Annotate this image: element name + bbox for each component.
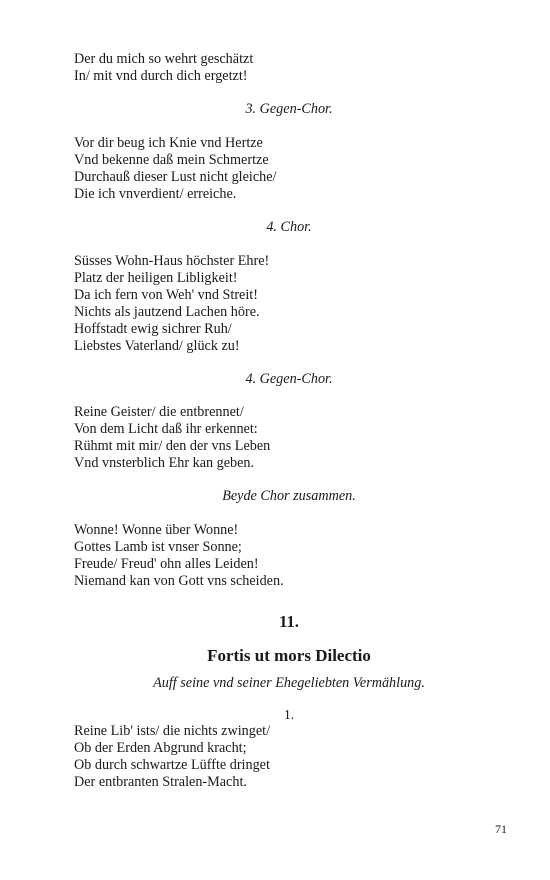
- verse-line: In/ mit vnd durch dich ergetzt!: [74, 68, 248, 84]
- verse-line: Ob der Erden Abgrund kracht;: [74, 740, 247, 756]
- verse-line: Nichts als jautzend Lachen höre.: [74, 304, 260, 320]
- heading-4-chor: 4. Chor.: [266, 219, 312, 235]
- verse-line: Die ich vnverdient/ erreiche.: [74, 186, 237, 202]
- verse-line: Gottes Lamb ist vnser Sonne;: [74, 539, 242, 555]
- verse-line: Reine Lib' ists/ die nichts zwinget/: [74, 723, 271, 739]
- verse-line: Platz der heiligen Libligkeit!: [74, 270, 238, 286]
- verse-line: Vor dir beug ich Knie vnd Hertze: [74, 135, 263, 151]
- verse-line: Niemand kan von Gott vns scheiden.: [74, 573, 284, 589]
- stanza-number: 1.: [283, 707, 295, 722]
- verse-line: Ob durch schwartze Lüffte dringet: [74, 757, 270, 773]
- verse-line: Durchauß dieser Lust nicht gleiche/: [74, 169, 277, 185]
- verse-line: Da ich fern von Weh' vnd Streit!: [74, 287, 258, 303]
- verse-line: Wonne! Wonne über Wonne!: [74, 522, 239, 538]
- heading-beyde-chor: Beyde Chor zusammen.: [222, 488, 356, 504]
- verse-line: Hoffstadt ewig sichrer Ruh/: [74, 321, 232, 337]
- verse-line: Vnd vnsterblich Ehr kan geben.: [74, 455, 255, 471]
- verse-line: Süsses Wohn-Haus höchster Ehre!: [74, 253, 270, 269]
- verse-line: Von dem Licht daß ihr erkennet:: [74, 421, 258, 437]
- verse-line: Freude/ Freud' ohn alles Leiden!: [74, 556, 259, 572]
- verse-line: Reine Geister/ die entbrennet/: [74, 404, 244, 420]
- section-title: Fortis ut mors Dilectio: [207, 646, 371, 665]
- section-subtitle: Auff seine vnd seiner Ehegeliebten Vermählung.: [153, 675, 425, 691]
- section-number: 11.: [279, 612, 299, 631]
- heading-3-gegen-chor: 3. Gegen-Chor.: [245, 101, 333, 117]
- verse-line: Vnd bekenne daß mein Schmertze: [74, 152, 269, 168]
- verse-line: Liebstes Vaterland/ glück zu!: [74, 338, 240, 354]
- verse-line: Der entbranten Stralen-Macht.: [74, 774, 247, 790]
- page-number: 71: [495, 822, 507, 836]
- verse-line: Rühmt mit mir/ den der vns Leben: [74, 438, 271, 454]
- heading-4-gegen-chor: 4. Gegen-Chor.: [245, 371, 333, 387]
- verse-line: Der du mich so wehrt geschätzt: [74, 51, 254, 67]
